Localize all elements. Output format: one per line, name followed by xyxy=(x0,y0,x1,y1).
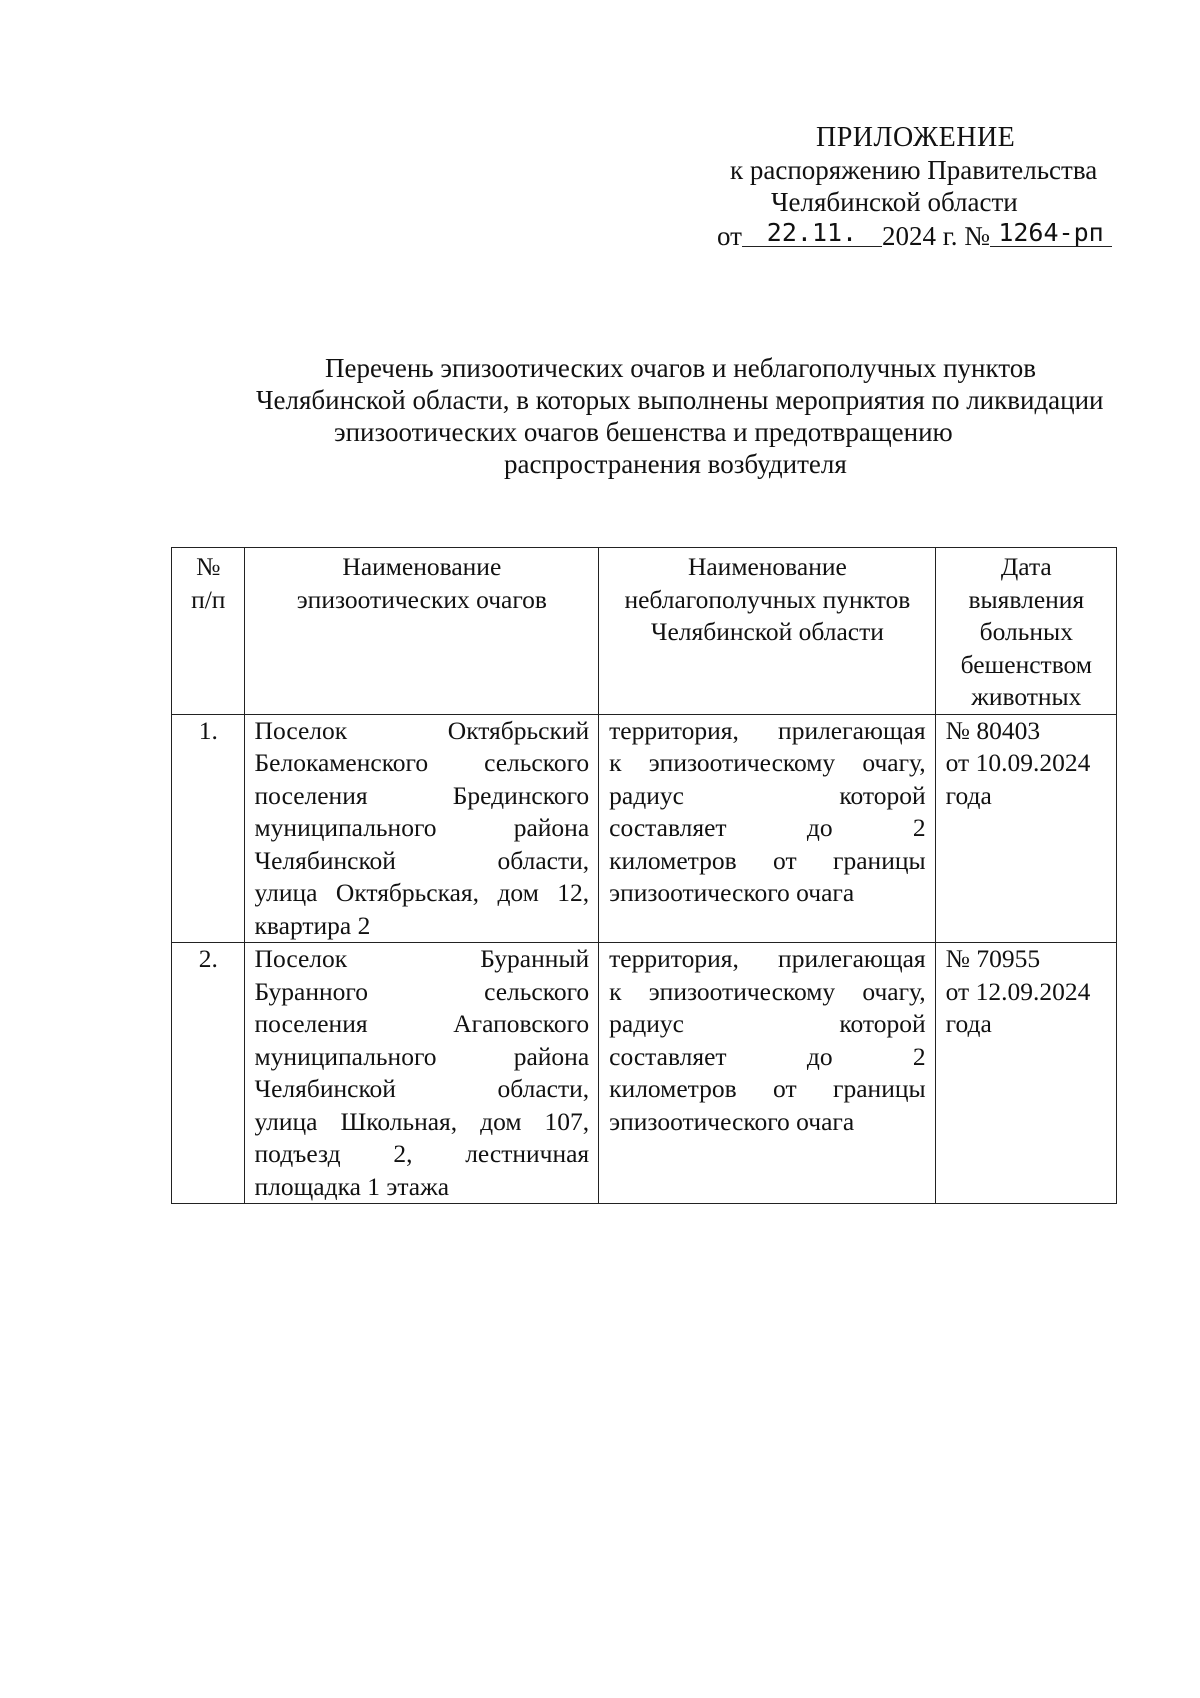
point-line: километров от границы xyxy=(609,1074,926,1103)
appendix-decree-line: к распоряжению Правительства xyxy=(730,155,1098,185)
table-row xyxy=(172,714,1117,943)
point-line: составляет до 2 xyxy=(609,813,926,842)
focus-line: Поселок Октябрьский xyxy=(254,715,590,745)
date-line: от 12.09.2024 xyxy=(945,976,1091,1006)
date-line: года xyxy=(945,1009,992,1038)
focus-line: улица Школьная, дом 107, xyxy=(254,1106,590,1136)
table-row xyxy=(172,943,1117,1204)
heading-line-4: распространения возбудителя xyxy=(504,449,847,479)
header-date-line: Дата xyxy=(1000,552,1052,581)
header-points-line: Наименование xyxy=(687,552,847,581)
row-detection-date xyxy=(935,714,1116,943)
focus-line: Белокаменского сельского xyxy=(254,748,590,777)
focus-line: Поселок Буранный xyxy=(254,944,590,973)
row-point-name xyxy=(599,943,935,1204)
focus-line: подъезд 2, лестничная xyxy=(254,1139,590,1168)
focus-line: Челябинской области, xyxy=(254,845,590,875)
header-date-line: больных xyxy=(979,617,1073,646)
appendix-region-line: Челябинской области xyxy=(771,187,1018,217)
point-line: к эпизоотическому очагу, xyxy=(609,976,926,1006)
point-line: территория, прилегающая xyxy=(609,715,926,745)
date-line: года xyxy=(945,780,992,810)
heading-line-3: эпизоотических очагов бешенства и предотвращению xyxy=(334,417,953,447)
date-line: № 70955 xyxy=(945,944,1041,973)
focus-line: Челябинской области, xyxy=(254,1074,590,1103)
header-foci-line: эпизоотических очагов xyxy=(296,584,547,614)
focus-line: муниципального района xyxy=(254,813,590,842)
point-line: к эпизоотическому очагу, xyxy=(609,748,926,777)
focus-line: улица Октябрьская, дом 12, xyxy=(254,878,590,907)
heading-line-1: Перечень эпизоотических очагов и неблагополучных пунктов xyxy=(325,353,1036,383)
focus-line: поселения Агаповского xyxy=(254,1009,590,1038)
header-date-line: бешенством xyxy=(960,649,1092,679)
focus-line: муниципального района xyxy=(254,1041,590,1071)
row-focus-name xyxy=(244,714,599,943)
appendix-year-label: 2024 г. № xyxy=(881,221,990,251)
header-points-line: Челябинской области xyxy=(650,617,884,646)
focus-line: поселения Брединского xyxy=(254,780,590,810)
row-number: 2. xyxy=(172,943,245,1204)
header-number-line: № xyxy=(196,552,221,581)
point-line: радиус которой xyxy=(609,780,926,810)
heading-line-2: Челябинской области, в которых выполнены мероприятия по ликвидации xyxy=(256,385,1104,415)
header-date-line: животных xyxy=(971,682,1082,711)
date-line: № 80403 xyxy=(945,715,1041,745)
point-line: километров от границы xyxy=(609,845,926,875)
header-number xyxy=(172,548,245,715)
date-line: от 10.09.2024 xyxy=(945,748,1091,777)
appendix-date-field: 22.11. xyxy=(742,220,882,247)
appendix-title: ПРИЛОЖЕНИЕ xyxy=(816,122,1016,153)
header-foci-name xyxy=(244,548,599,715)
point-line: территория, прилегающая xyxy=(609,944,926,973)
row-focus-name xyxy=(244,943,599,1204)
point-line: радиус которой xyxy=(609,1009,926,1038)
row-point-name xyxy=(599,714,935,943)
foci-table xyxy=(171,547,1117,1204)
appendix-number-field: 1264-рп xyxy=(990,220,1112,247)
focus-line: площадка 1 этажа xyxy=(254,1171,450,1201)
header-number-line: п/п xyxy=(191,584,226,614)
header-foci-line: Наименование xyxy=(342,552,502,581)
header-date-line: выявления xyxy=(968,584,1085,614)
header-points-line: неблагополучных пунктов xyxy=(624,584,911,614)
focus-line: Буранного сельского xyxy=(254,976,590,1006)
header-points-name xyxy=(599,548,935,715)
row-number: 1. xyxy=(172,714,245,943)
header-detection-date xyxy=(935,548,1116,715)
appendix-from-label: от xyxy=(717,221,742,251)
table-header-row xyxy=(172,548,1117,715)
point-line: эпизоотического очага xyxy=(609,1106,855,1136)
document-heading xyxy=(150,352,1104,480)
focus-line: квартира 2 xyxy=(254,910,371,940)
point-line: эпизоотического очага xyxy=(609,878,855,907)
point-line: составляет до 2 xyxy=(609,1041,926,1071)
appendix-date-number-line xyxy=(700,220,1140,252)
row-detection-date xyxy=(935,943,1116,1204)
appendix-header xyxy=(700,122,1140,252)
